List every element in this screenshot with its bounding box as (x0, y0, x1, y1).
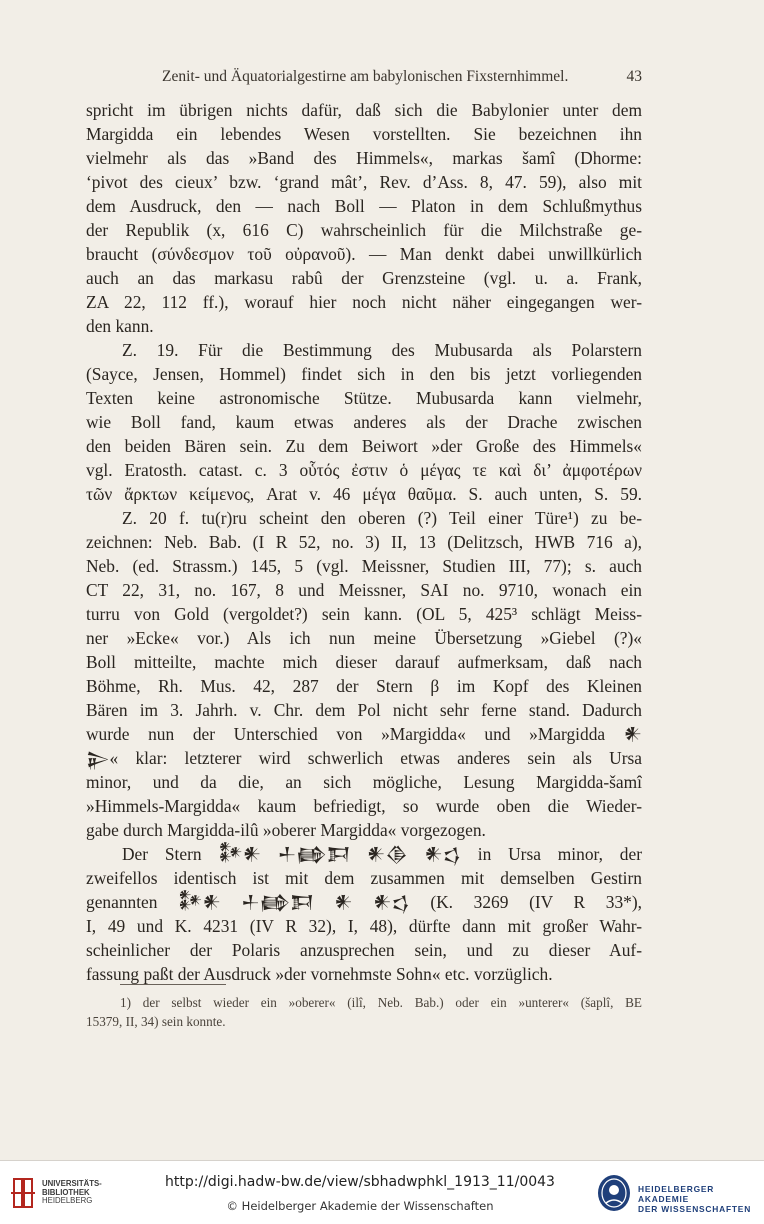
viewer-footer (0, 1160, 764, 1224)
text-line: ner »Ecke« vor.) Als ich nun meine Übersetzung »Giebel (?)« (86, 628, 642, 648)
text-line: minor, und da die, an sich mögliche, Lesung Margidda-šamî (86, 772, 642, 792)
text-line: vgl. Eratosth. catast. c. 3 οὗτός ἐστιν ὁ μέγας τε καὶ δι’ ἀμφοτέρων (86, 460, 642, 480)
text-line: Z. 19. Für die Bestimmung des Mubusarda als Polarstern (122, 340, 642, 360)
text-line: dem Ausdruck, den — nach Boll — Platon in dem Schlußmythus (86, 196, 642, 216)
academy-name: HEIDELBERGER AKADEMIE DER WISSENSCHAFTEN (638, 1184, 752, 1214)
text-line: Neb. (ed. Strassm.) 145, 5 (vgl. Meissner, Studien III, 77); s. auch (86, 556, 642, 576)
text-line: »Himmels-Margidda« kaum befriedigt, so wurde oben die Wieder- (86, 796, 642, 816)
footnote-line: 1) der selbst wieder ein »oberer« (ilî, Neb. Bab.) oder ein »unterer« (šaplî, BE (120, 995, 642, 1010)
permalink-url[interactable]: http://digi.hadw-bw.de/view/sbhadwphkl_1913_11/0043 (165, 1174, 555, 1190)
university-library-logo-icon (8, 1175, 38, 1211)
text-line: I, 49 und K. 4231 (IV R 32), I, 48), dürfte dann mit großer Wahr- (86, 916, 642, 936)
text-line: genannten 𒀯𒀭 𒈦𒂵𒁕 𒀭 𒀭𒌓 (K. 3269 (IV R 33*), (86, 892, 642, 912)
text-line: den beiden Bären sein. Zu dem Beiwort »der Große des Himmels« (86, 436, 642, 456)
text-line: auch an das markasu rabû der Grenzsteine (vgl. u. a. Frank, (86, 268, 642, 288)
text-line: (Sayce, Jensen, Hommel) findet sich in den bis jetzt vorliegenden (86, 364, 642, 384)
footnote (86, 993, 642, 1031)
text-line: vielmehr als das »Band des Himmels«, markas šamî (Dhorme: (86, 148, 642, 168)
text-line: Böhme, Rh. Mus. 42, 287 der Stern β im Kopf des Kleinen (86, 676, 642, 696)
text-line: wurde nun der Unterschied von »Margidda« und »Margidda 𒀭 (86, 724, 642, 744)
text-line: braucht (σύνδεσμον τοῦ οὐρανοῦ). — Man denkt dabei unwillkürlich (86, 244, 642, 264)
university-library-name: UNIVERSITÄTS- BIBLIOTHEK HEIDELBERG (42, 1179, 102, 1206)
text-line: fassung paßt der Ausdruck »der vornehmste Sohn« etc. vorzüglich. (86, 964, 553, 984)
text-line: wie Boll fand, kaum etwas anderes als der Drache zwischen (86, 412, 642, 432)
text-line: Der Stern 𒀯𒀭 𒈦𒂵𒁕 𒀭𒆠 𒀭𒌓 in Ursa minor, der (122, 844, 642, 864)
running-title: Zenit- und Äquatorialgestirne am babylonischen Fixsternhimmel. (162, 68, 569, 85)
text-line: spricht im übrigen nichts dafür, daß sich die Babylonier unter dem (86, 100, 642, 120)
footnote-line: 15379, II, 34) sein konnte. (86, 1014, 226, 1029)
text-line: der Republik (x, 616 C) wahrscheinlich für die Milchstraße ge- (86, 220, 642, 240)
text-line: Margidda ein lebendes Wesen vorstellten. Sie bezeichnen ihn (86, 124, 642, 144)
academy-seal-icon (596, 1173, 632, 1213)
text-line: zeichnen: Neb. Bab. (I R 52, no. 3) II, 13 (Delitzsch, HWB 716 a), (86, 532, 642, 552)
text-line: Boll mitteilte, machte mich dieser darauf aufmerksam, daß nach (86, 652, 642, 672)
main-text (86, 98, 642, 986)
text-line: den kann. (86, 316, 154, 336)
copyright-notice: © Heidelberger Akademie der Wissenschaften (226, 1199, 494, 1213)
text-line: zweifellos identisch ist mit dem zusammen mit demselben Gestirn (86, 868, 642, 888)
text-line: CT 22, 31, no. 167, 8 und Meissner, SAI no. 9710, wonach ein (86, 580, 642, 600)
text-line: Texten keine astronomische Stütze. Mubusarda kann vielmehr, (86, 388, 642, 408)
text-line: τῶν ἄρκτων κείμενος, Arat v. 46 μέγα θαῦμα. S. auch unten, S. 59. (86, 484, 642, 504)
text-line: turru von Gold (vergoldet?) sein kann. (OL 5, 425³ schlägt Meiss- (86, 604, 642, 624)
footnote-divider (120, 984, 226, 985)
text-line: 𒉌« klar: letzterer wird schwerlich etwas anderes sein als Ursa (86, 748, 642, 768)
running-header (86, 68, 642, 92)
page-number: 43 (626, 68, 642, 85)
text-line: scheinlicher der Polaris anzusprechen sein, und zu dieser Auf- (86, 940, 642, 960)
text-line: ‘pivot des cieux’ bzw. ‘grand mât’, Rev. d’Ass. 8, 47. 59), also mit (86, 172, 642, 192)
text-line: Bären im 3. Jahrh. v. Chr. dem Pol nicht sehr ferne stand. Dadurch (86, 700, 642, 720)
text-line: gabe durch Margidda-ilû »oberer Margidda« vorgezogen. (86, 820, 486, 840)
text-line: Z. 20 f. tu(r)ru scheint den oberen (?) Teil einer Türe¹) zu be- (122, 508, 642, 528)
text-line: ZA 22, 112 ff.), worauf hier noch nicht näher eingegangen wer- (86, 292, 642, 312)
